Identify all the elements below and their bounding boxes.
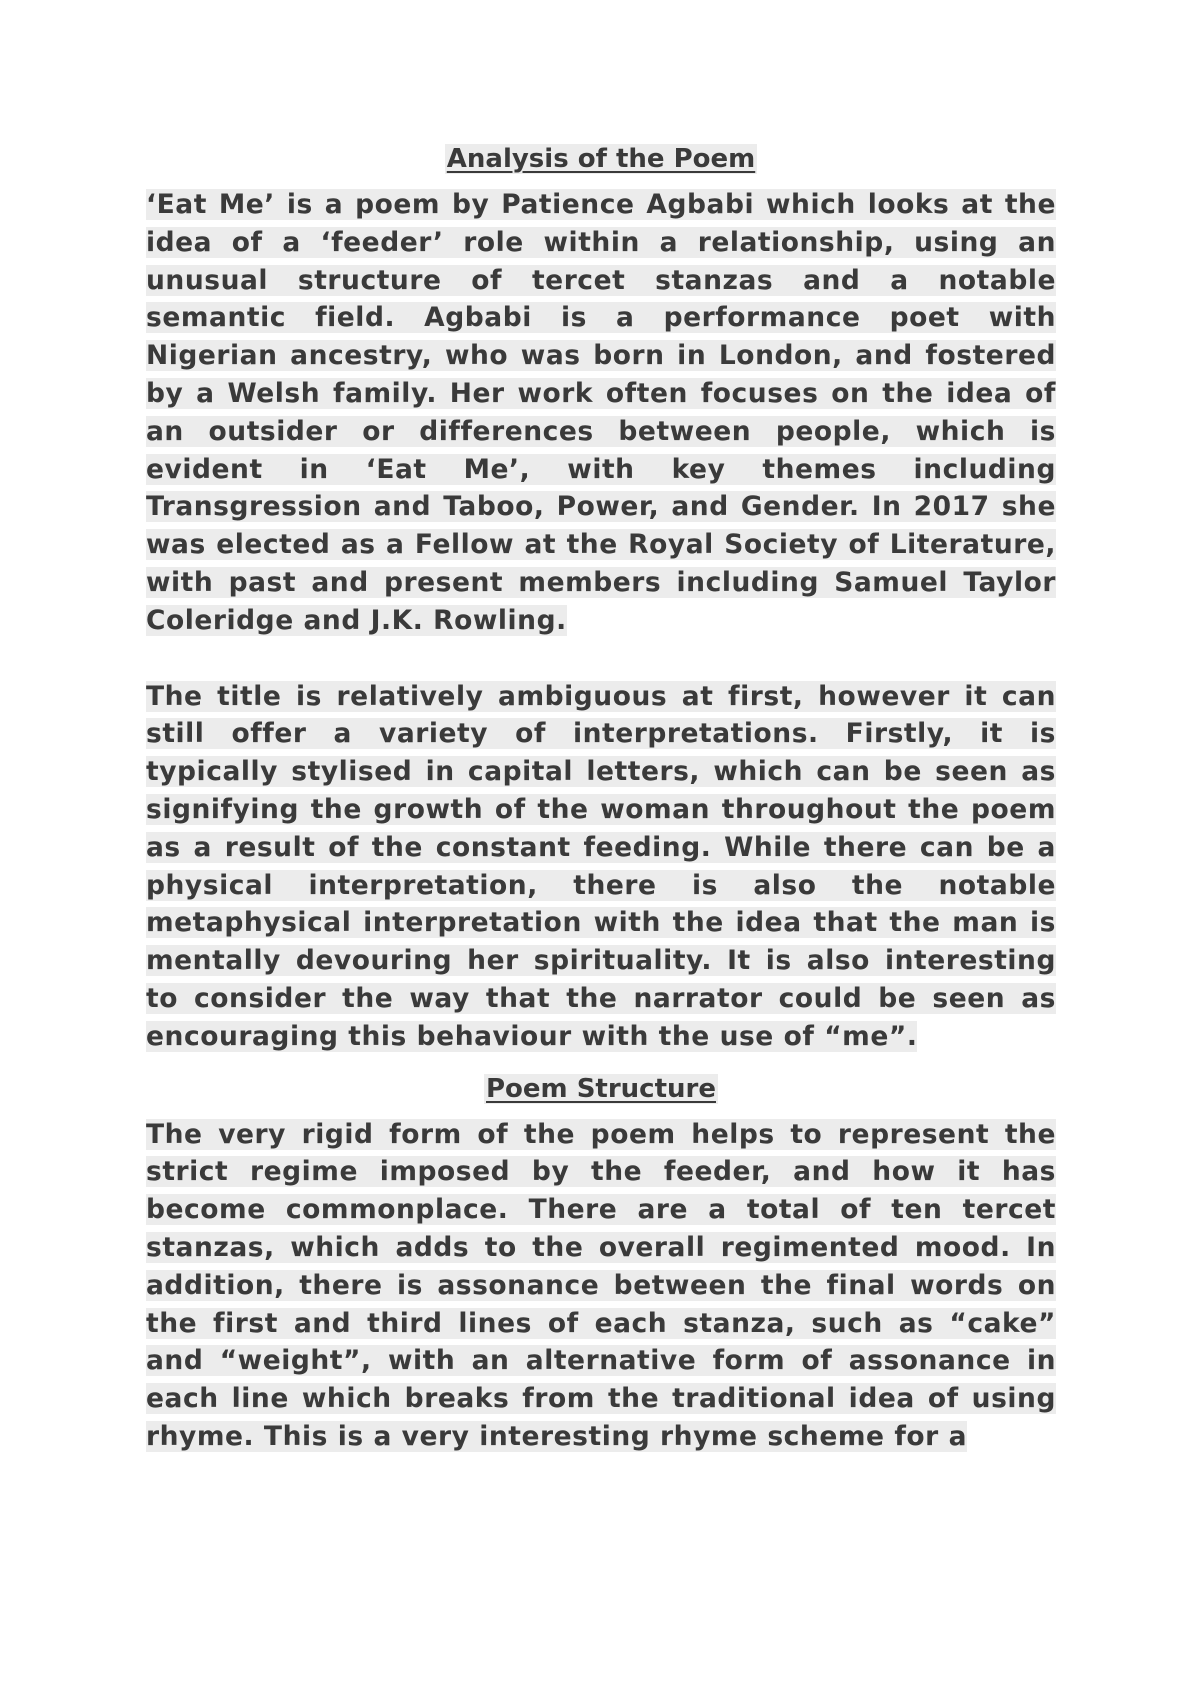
section-heading-structure [146, 1070, 1056, 1108]
page-title-text: Analysis of the Poem [446, 144, 756, 174]
structure-paragraph-text: The very rigid form of the poem helps to represent the strict regime imposed by the feeder, and how it has become commonplace. There are a total of ten tercet stanzas, which adds to the overall regimented mood. In addition, there is assonance between the final words on the first and third lines of each stanza, such as “cake” and “weight”, with an alternative form of assonance in each line which breaks from the traditional idea of using rhyme. This is a very interesting rhyme scheme for a [146, 1118, 1056, 1452]
page-title [146, 140, 1056, 178]
title-analysis-paragraph-text: The title is relatively ambiguous at first, however it can still offer a variety of interpretations. Firstly, it is typically stylised in capital letters, which can be seen as signifying the growth of the woman throughout the poem as a result of the constant feeding. While there can be a physical interpretation, there is also the notable metaphysical interpretation with the idea that the man is mentally devouring her spirituality. It is also interesting to consider the way that the narrator could be seen as encouraging this behaviour with the use of “me”. [146, 680, 1056, 1052]
structure-paragraph [146, 1116, 1056, 1456]
intro-paragraph-text: ‘Eat Me’ is a poem by Patience Agbabi which looks at the idea of a ‘feeder’ role within a relationship, using an unusual structure of tercet stanzas and a notable semantic field. Agbabi is a performance poet with Nigerian ancestry, who was born in London, and fostered by a Welsh family. Her work often focuses on the idea of an outsider or differences between people, which is evident in ‘Eat Me’, with key themes including Transgression and Taboo, Power, and Gender. In 2017 she was elected as a Fellow at the Royal Society of Literature, with past and present members including Samuel Taylor Coleridge and J.K. Rowling. [146, 189, 1056, 636]
title-analysis-paragraph [146, 678, 1056, 1056]
intro-paragraph [146, 186, 1056, 640]
document-page [146, 140, 1056, 1456]
section-heading-structure-text: Poem Structure [486, 1073, 716, 1104]
paragraph-spacer [146, 640, 1056, 678]
